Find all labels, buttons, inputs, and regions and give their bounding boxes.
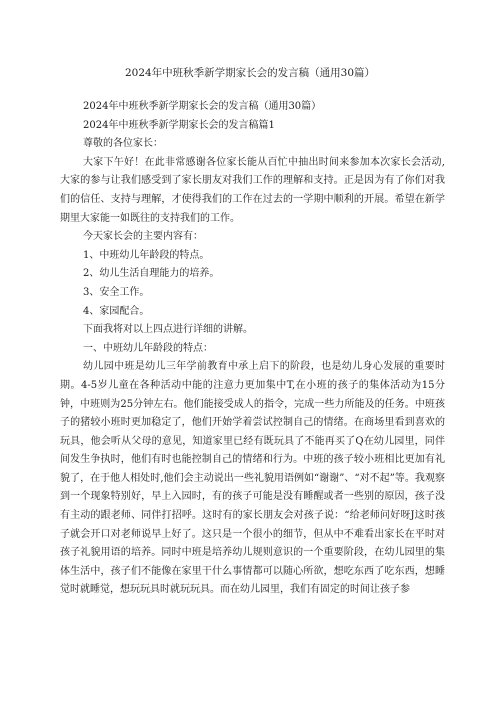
transition-paragraph: 下面我将对以上四点进行详细的讲解。 (83, 324, 253, 336)
document-title: 2024年中班秋季新学期家长会的发言稿（通用30篇） (124, 67, 376, 79)
agenda-item: 2、幼儿生活自理能力的培养。 (83, 268, 220, 280)
salutation: 尊敬的各位家长： (83, 138, 163, 150)
subtitle-paragraph: 2024年中班秋季新学期家长会的发言稿（通用30篇） (83, 101, 322, 112)
section-heading: 2024年中班秋季新学期家长会的发言稿篇1 (83, 119, 275, 131)
agenda-item: 3、安全工作。 (83, 286, 150, 298)
agenda-intro: 今天家长会的主要内容有： (83, 231, 203, 243)
agenda-item: 4、家园配合。 (83, 305, 150, 317)
section-one-heading: 一、中班幼儿年龄段的特点： (83, 342, 213, 354)
body-paragraph: 幼儿园中班是幼儿三年学前教育中承上启下的阶段，也是幼儿身心发展的重要时期。4-5岁儿童在各种活动中能的注意力更加集中T,在小班的孩子的集体活动为15分钟，中班则为25分钟左右。他们能接受成人的指令，完成一些力所能及的任务。中班孩子的猪较小班时更加稳定了，他们开始学着尝试控制自己的情绪。在商场里看到喜欢的玩具，他会听从父母的意见，知道家里已经有既玩具了不能再买了Q在幼儿园里，同伴间发生争执时，他们有时也能控制自己的情绪和行为。中班的孩子较小班相比更加有礼貌了，在于他人相处时,他们会主动说出一些礼貌用语例如“谢谢”、“对不起”等。我观察到一个现象特别好，早上入园时，有的孩子可能是没有睡醒或者一些别的原因，孩子没有主动的跟老师、同伴打招呼。这时有的家长朋友会对孩子说：“给老师问好呀J这时孩子就会开口对老师说早上好了。这只是一个很小的细节，但从中不难看出家长在平时对孩子礼貌用语的培养。同时中班是培养幼儿规则意识的一个重要阶段，在幼儿园里的集体生活中，孩子们不能像在家里干什么事情都可以随心所欲，想吃东西了吃东西，想睡觉时就睡觉，想玩玩具时就玩玩具。而在幼儿园里，我们有固定的时间让孩子参 (60, 361, 445, 596)
agenda-item: 1、中班幼儿年龄段的特点。 (83, 249, 210, 261)
greeting-paragraph: 大家下午好！在此非常感谢各位家长能从百忙中抽出时间来参加本次家长会活动,大家的参与让我们感受到了家长朋友对我们工作的理解和支持。正是因为有了你们对我们的信任、支持与理解，才使得我们的工作在过去的一学期中顺利的开展。希望在新学期里大家能一如既往的支持我们的工作。 (60, 156, 445, 224)
document-body (60, 98, 445, 600)
